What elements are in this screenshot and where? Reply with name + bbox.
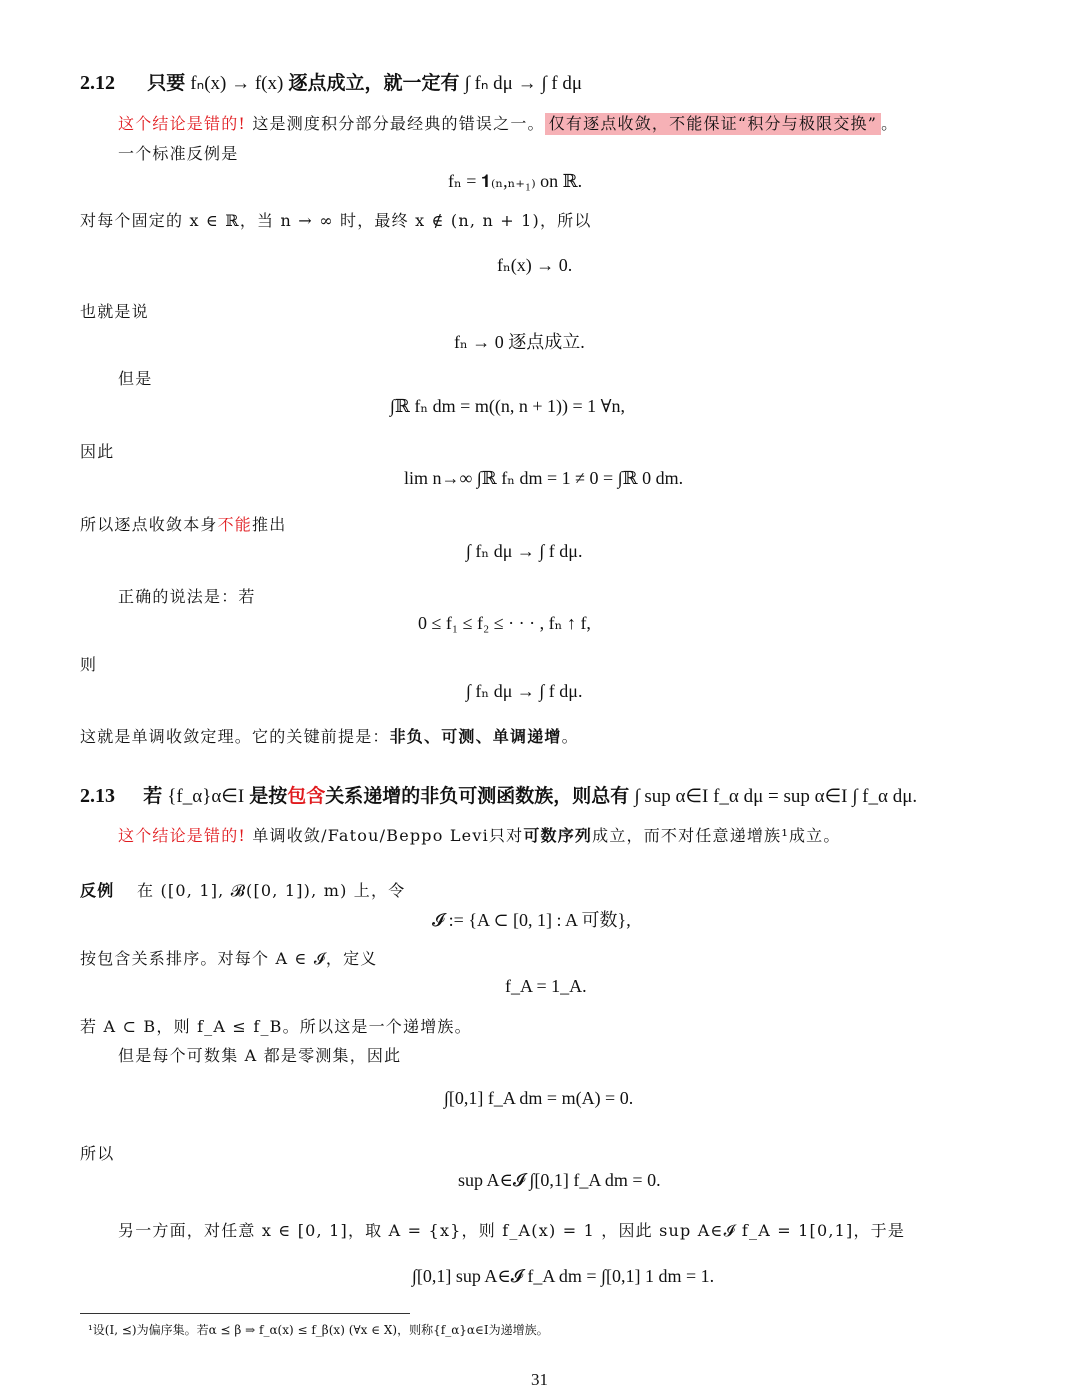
heading-math: ∫ fₙ dμ → ∫ f dμ bbox=[464, 73, 583, 94]
false-label: 这个结论是错的! bbox=[118, 114, 247, 133]
display-equation: fₙ(x) → 0. bbox=[497, 255, 573, 275]
display-equation: ∫ℝ fₙ dm = m((n, n + 1)) = 1 ∀n, bbox=[390, 396, 625, 416]
paragraph: 若 A ⊂ B，则 f_A ≤ f_B。所以这是一个递增族。 bbox=[80, 1017, 472, 1036]
heading-text: 若 bbox=[143, 785, 163, 807]
display-equation: fₙ → 0 逐点成立. bbox=[454, 332, 585, 352]
page-number: 31 bbox=[531, 1370, 548, 1389]
heading-math: ∫ sup α∈I f_α dμ = sup α∈I ∫ f_α dμ. bbox=[634, 786, 918, 807]
display-equation: ∫[0,1] f_A dm = m(A) = 0. bbox=[444, 1088, 634, 1108]
paragraph bbox=[80, 724, 579, 747]
section-2-12-heading bbox=[80, 68, 582, 95]
footnote: ¹设(I, ⪯)为偏序集。若α ⪯ β ⇒ f_α(x) ≤ f_β(x) (∀x ∈ X)，则称{f_α}α∈I为递增族。 bbox=[88, 1323, 549, 1337]
heading-text: 只要 bbox=[147, 72, 186, 94]
text: 所以逐点收敛本身 bbox=[80, 515, 218, 534]
text: 。 bbox=[561, 727, 579, 746]
paragraph bbox=[80, 512, 286, 535]
highlighted-note: 仅有逐点收敛，不能保证“积分与极限交换” bbox=[545, 113, 881, 135]
heading-red-emphasis: 包含 bbox=[287, 785, 326, 807]
text: 在 ([0, 1], 𝓑([0, 1]), m) 上，令 bbox=[137, 881, 406, 900]
text: 推出 bbox=[252, 515, 287, 534]
false-statement-line bbox=[118, 823, 841, 846]
paragraph: 一个标准反例是 bbox=[118, 144, 239, 163]
red-emphasis: 不能 bbox=[217, 515, 253, 534]
counterexample-label: 反例 bbox=[80, 881, 115, 900]
paragraph: 按包含关系排序。对每个 A ∈ 𝓘，定义 bbox=[80, 949, 378, 968]
bold-emphasis: 可数序列 bbox=[523, 826, 593, 845]
paragraph: 因此 bbox=[80, 442, 115, 461]
heading-text: 是按 bbox=[249, 785, 288, 807]
paragraph: 但是每个可数集 A 都是零测集，因此 bbox=[118, 1046, 402, 1065]
paragraph: 另一方面，对任意 x ∈ [0, 1]，取 A = {x}，则 f_A(x) = 1 ，因此 sup A∈𝓘 f_A = 1[0,1]，于是 bbox=[118, 1221, 906, 1240]
heading-text: 关系递增的非负可测函数族，则总有 bbox=[325, 785, 630, 807]
display-equation: fₙ = 𝟏₍ₙ,ₙ₊₁₎ on ℝ. bbox=[448, 171, 583, 191]
text: 单调收敛/Fatou/Beppo Levi只对 bbox=[252, 826, 524, 845]
section-number: 2.12 bbox=[80, 72, 115, 94]
paragraph: 正确的说法是：若 bbox=[118, 587, 256, 606]
text: 成立，而不对任意递增族¹成立。 bbox=[592, 826, 841, 845]
heading-math: fₙ(x) → f(x) bbox=[190, 73, 284, 94]
display-equation: ∫ fₙ dμ → ∫ f dμ. bbox=[466, 541, 583, 561]
intro-text: 这是测度积分部分最经典的错误之一。 bbox=[252, 114, 545, 133]
bold-emphasis: 非负、可测、单调递增 bbox=[389, 727, 562, 746]
display-equation: lim n→∞ ∫ℝ fₙ dm = 1 ≠ 0 = ∫ℝ 0 dm. bbox=[404, 468, 684, 488]
section-number: 2.13 bbox=[80, 785, 115, 807]
display-equation: ∫ fₙ dμ → ∫ f dμ. bbox=[466, 681, 583, 701]
display-equation: 𝓘 := {A ⊂ [0, 1] : A 可数}, bbox=[432, 910, 631, 930]
paragraph: 对每个固定的 x ∈ ℝ，当 n → ∞ 时，最终 x ∉ (n, n + 1)，所以 bbox=[80, 211, 592, 230]
paragraph bbox=[80, 878, 405, 901]
section-2-13-heading bbox=[80, 781, 917, 808]
display-equation: ∫[0,1] sup A∈𝓘 f_A dm = ∫[0,1] 1 dm = 1. bbox=[412, 1266, 715, 1286]
period: 。 bbox=[881, 114, 899, 133]
paragraph: 但是 bbox=[118, 369, 153, 388]
paragraph: 所以 bbox=[80, 1144, 115, 1163]
heading-math: {f_α}α∈I bbox=[167, 786, 245, 807]
paragraph: 也就是说 bbox=[80, 302, 149, 321]
display-equation: 0 ≤ f₁ ≤ f₂ ≤ · · · , fₙ ↑ f, bbox=[418, 613, 591, 633]
text: 这就是单调收敛定理。它的关键前提是： bbox=[80, 727, 390, 746]
false-statement-line bbox=[118, 111, 898, 134]
footnote-rule bbox=[80, 1313, 410, 1314]
display-equation: f_A = 1_A. bbox=[505, 976, 587, 996]
display-equation: sup A∈𝓘 ∫[0,1] f_A dm = 0. bbox=[458, 1170, 661, 1190]
false-label: 这个结论是错的! bbox=[118, 826, 247, 845]
heading-text: 逐点成立，就一定有 bbox=[288, 72, 460, 94]
paragraph: 则 bbox=[80, 655, 98, 674]
